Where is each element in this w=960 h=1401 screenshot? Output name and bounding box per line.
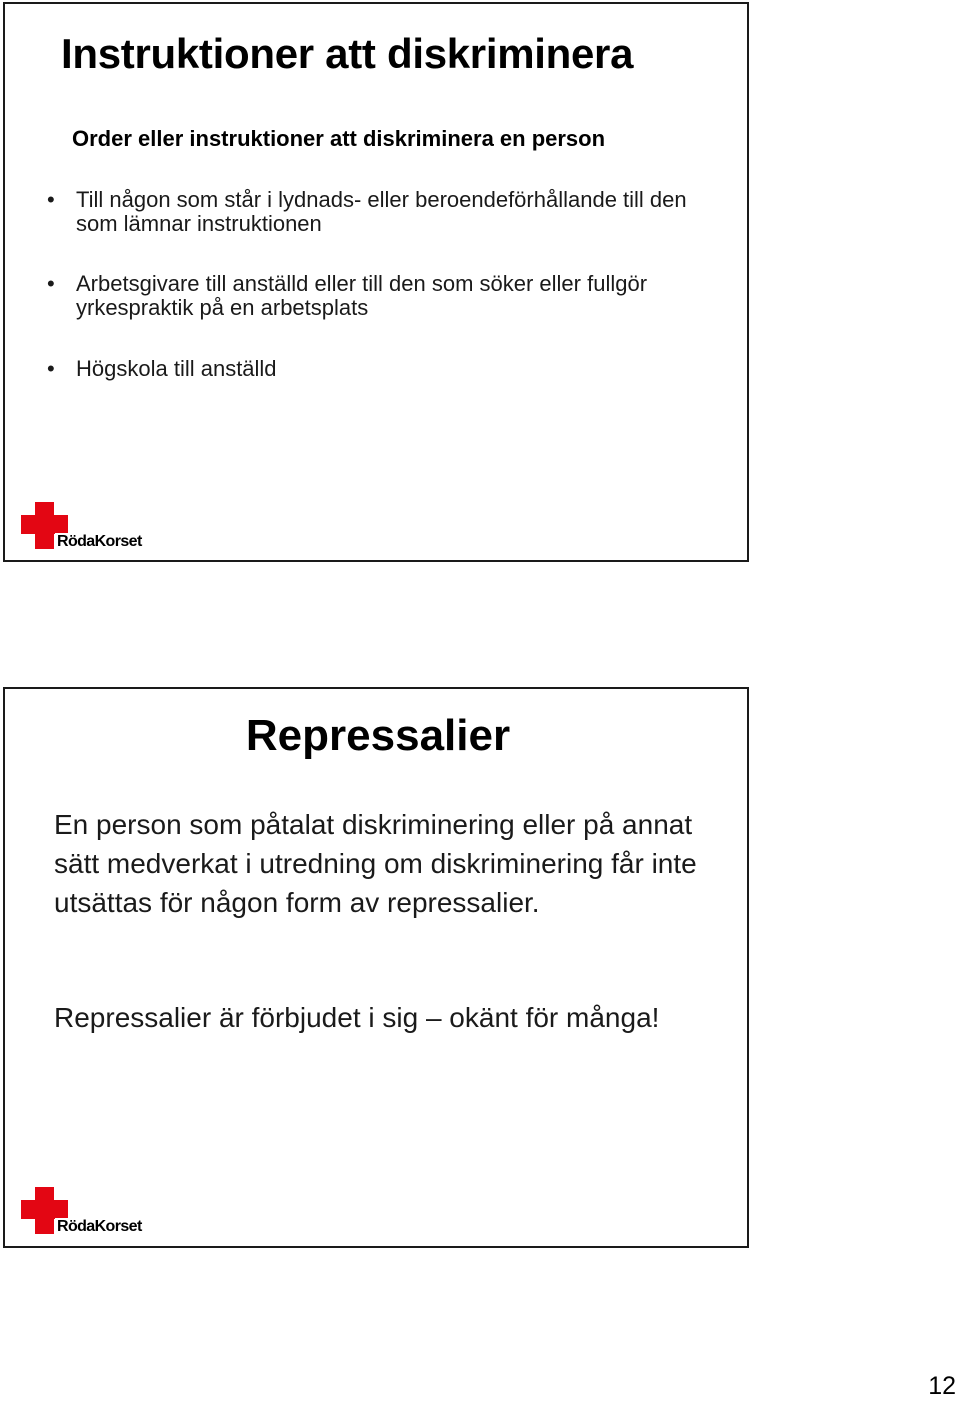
logo-text: RödaKorset (57, 533, 142, 550)
slide-subtitle: Order eller instruktioner att diskriminera en person (72, 126, 606, 151)
logo-text: RödaKorset (57, 1218, 142, 1235)
body-paragraph: Repressalier är förbjudet i sig – okänt för många! (54, 1002, 660, 1033)
bullet-icon: • (47, 187, 55, 212)
slide-title: Instruktioner att diskriminera (61, 30, 634, 77)
roda-korset-logo (21, 1187, 151, 1237)
slide-title: Repressalier (245, 711, 511, 760)
page-number: 12 (928, 1372, 956, 1400)
bullet-text: Arbetsgivare till anställd eller till den som söker eller fullgör yrkespraktik på en arbetsplats (76, 271, 648, 320)
bullet-text: Högskola till anställd (76, 356, 277, 381)
bullet-text: Till någon som står i lydnads- eller beroendeförhållande till den som lämnar instruktionen (76, 187, 687, 236)
body-paragraph: En person som påtalat diskriminering eller på annat sätt medverkat i utredning om diskriminering får inte utsättas för någon form av repressalier. (54, 809, 697, 918)
roda-korset-logo (21, 502, 151, 552)
bullet-icon: • (47, 271, 55, 296)
slide-instruktioner (3, 2, 749, 562)
slide-repressalier (3, 687, 749, 1248)
bullet-icon: • (47, 356, 55, 381)
